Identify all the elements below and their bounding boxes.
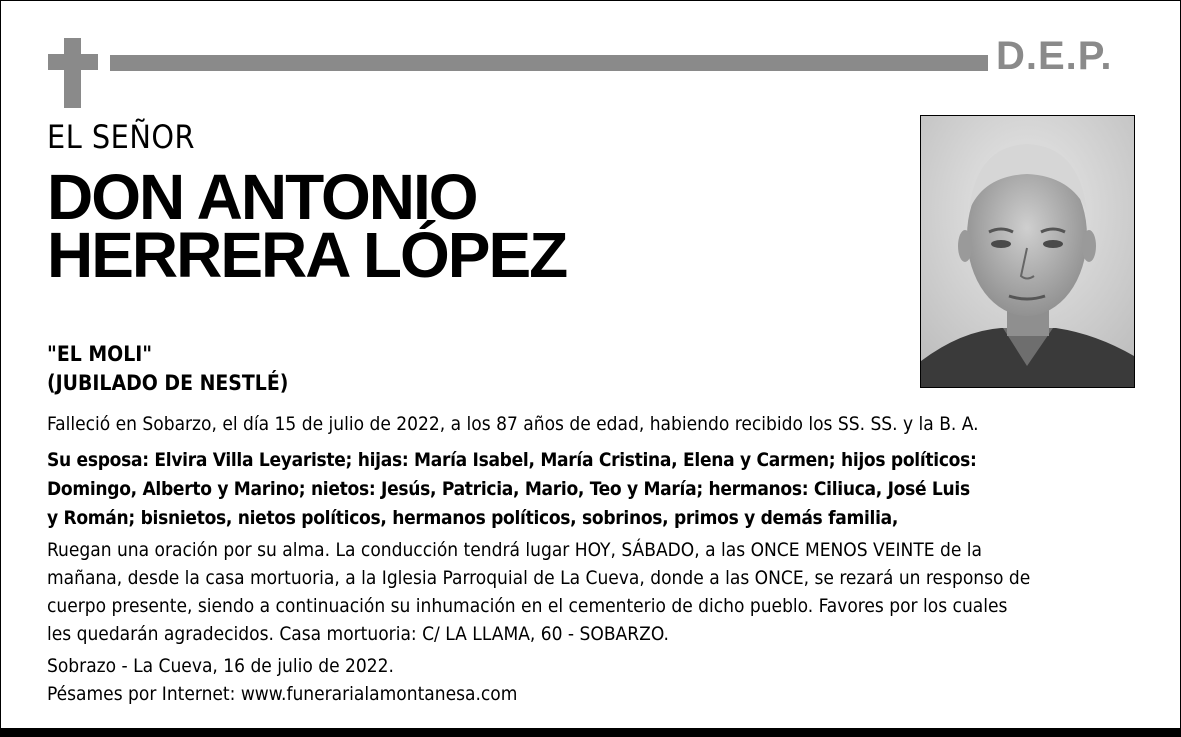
deceased-name	[47, 161, 567, 291]
family-line: Su esposa: Elvira Villa Leyariste; hijas: María Isabel, María Cristina, Elena y Carmen; hijos políticos:	[47, 449, 977, 471]
ceremony-line: mañana, desde la casa mortuoria, a la Iglesia Parroquial de La Cueva, donde a las ONCE, se rezará un responso de	[47, 567, 1031, 589]
death-announcement	[47, 410, 1147, 438]
nickname: "EL MOLI"	[47, 342, 153, 366]
footer	[47, 652, 1147, 708]
family-line: Domingo, Alberto y Marino; nietos: Jesús, Patricia, Mario, Teo y María; hermanos: Ciliuca, José Luis	[47, 478, 970, 500]
name-line-2: HERRERA LÓPEZ	[47, 219, 567, 291]
portrait-photo	[920, 115, 1135, 388]
dep-label: D.E.P.	[996, 34, 1113, 78]
cross-icon-bar	[48, 54, 98, 70]
honorific: EL SEÑOR	[47, 118, 196, 156]
cross-icon	[64, 38, 81, 108]
ceremony-line: cuerpo presente, siendo a continuación su inhumación en el cementerio de dicho pueblo. Favores por los cuales	[47, 595, 1008, 617]
family-list	[47, 446, 1147, 533]
header-rule	[110, 55, 988, 71]
ceremony-details	[47, 536, 1147, 648]
nickname-block	[47, 340, 288, 398]
family-line: y Román; bisnietos, nietos políticos, hermanos políticos, sobrinos, primos y demás familia,	[47, 507, 899, 529]
name-line-1: DON ANTONIO	[47, 161, 477, 233]
internet-condolences: Pésames por Internet: www.funerarialamontanesa.com	[47, 683, 518, 705]
occupation: (JUBILADO DE NESTLÉ)	[47, 371, 289, 395]
ceremony-line: les quedarán agradecidos. Casa mortuoria: C/ LA LLAMA, 60 - SOBARZO.	[47, 623, 669, 645]
ceremony-line: Ruegan una oración por su alma. La conducción tendrá lugar HOY, SÁBADO, a las ONCE MENOS VEINTE de la	[47, 539, 983, 561]
portrait-image	[921, 116, 1134, 387]
place-date: Sobrazo - La Cueva, 16 de julio de 2022.	[47, 655, 394, 677]
bottom-rule	[0, 728, 1181, 737]
death-line: Falleció en Sobarzo, el día 15 de julio de 2022, a los 87 años de edad, habiendo recibido los SS. SS. y la B. A.	[47, 413, 979, 435]
